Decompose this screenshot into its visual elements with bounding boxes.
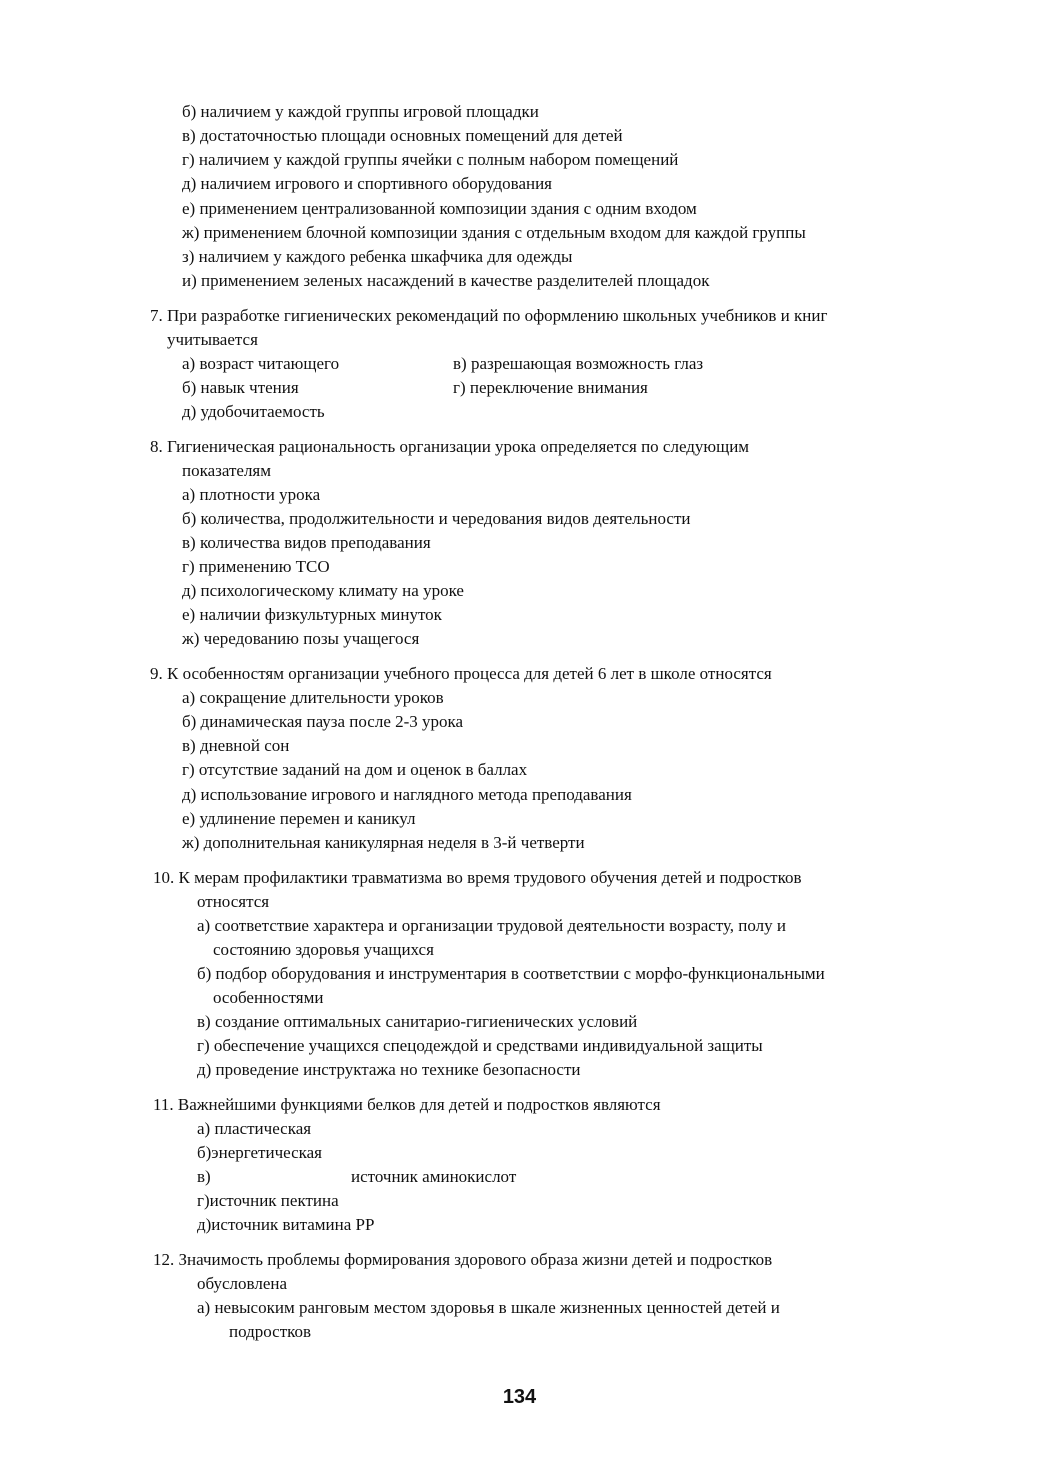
option-line: б) подбор оборудования и инструментария в соответствии с морфо-функциональными	[197, 964, 825, 983]
option-line: б) количества, продолжительности и чередования видов деятельности	[182, 509, 691, 528]
option-line: б) наличием у каждой группы игровой площадки	[182, 102, 539, 121]
option-line: е) применением централизованной композиции здания с одним входом	[182, 199, 697, 218]
option-line: г) наличием у каждой группы ячейки с полным набором помещений	[182, 150, 679, 169]
option-line: д) наличием игрового и спортивного оборудования	[182, 174, 552, 193]
option-line: б)энергетическая	[197, 1143, 323, 1162]
question-8-text-cont: показателям	[182, 461, 272, 480]
option-line: а) пластическая	[197, 1119, 312, 1138]
question-7-text: 7. При разработке гигиенических рекомендаций по оформлению школьных учебников и книг	[150, 306, 828, 325]
option-line: г) обеспечение учащихся спецодеждой и средствами индивидуальной защиты	[197, 1036, 763, 1055]
question-10-text-cont: относятся	[197, 892, 270, 911]
question-7-text-cont: учитывается	[167, 330, 258, 349]
option-line: а) сокращение длительности уроков	[182, 688, 444, 707]
option-line: а) соответствие характера и организации трудовой деятельности возрасту, полу и	[197, 916, 786, 935]
option-line: г) отсутствие заданий на дом и оценок в баллах	[182, 760, 528, 779]
question-11-text: 11. Важнейшими функциями белков для детей и подростков являются	[153, 1095, 661, 1114]
option-line: з) наличием у каждого ребенка шкафчика для одежды	[182, 247, 573, 266]
option-line: в) достаточностью площади основных помещений для детей	[182, 126, 623, 145]
option-line: б) динамическая пауза после 2-3 урока	[182, 712, 464, 731]
option-line: ж) применением блочной композиции здания с отдельным входом для каждой группы	[182, 223, 806, 242]
option-line: ж) дополнительная каникулярная неделя в 3-й четверти	[182, 833, 585, 852]
question-8-text: 8. Гигиеническая рациональность организации урока определяется по следующим	[150, 437, 750, 456]
question-10-text: 10. К мерам профилактики травматизма во время трудового обучения детей и подростков	[153, 868, 802, 887]
page-number: 134	[502, 1386, 537, 1408]
option-line: в)	[197, 1167, 211, 1186]
option-line-cont: состоянию здоровья учащихся	[213, 940, 434, 959]
option-line: ж) чередованию позы учащегося	[182, 629, 420, 648]
option-line-cont: подростков	[229, 1322, 312, 1341]
option-line: г) переключение внимания	[453, 378, 648, 397]
option-line: в) создание оптимальных санитарио-гигиенических условий	[197, 1012, 638, 1031]
option-line: и) применением зеленых насаждений в качестве разделителей площадок	[182, 271, 710, 290]
option-line: г)источник пектина	[197, 1191, 339, 1210]
option-line: в) разрешающая возможность глаз	[453, 354, 704, 373]
option-line: а) невысоким ранговым местом здоровья в шкале жизненных ценностей детей и	[197, 1298, 780, 1317]
question-12-text-cont: обусловлена	[197, 1274, 288, 1293]
option-line: г) применению ТСО	[182, 557, 330, 576]
question-9-text: 9. К особенностям организации учебного процесса для детей 6 лет в школе относятся	[150, 664, 772, 683]
option-line-text: источник аминокислот	[351, 1167, 517, 1186]
option-line: д) удобочитаемость	[182, 402, 325, 421]
option-line: б) навык чтения	[182, 378, 299, 397]
option-line: д) использование игрового и наглядного метода преподавания	[182, 785, 632, 804]
option-line: в) количества видов преподавания	[182, 533, 431, 552]
option-line: а) плотности урока	[182, 485, 321, 504]
option-line: д) психологическому климату на уроке	[182, 581, 464, 600]
option-line: д)источник витамина РР	[197, 1215, 375, 1234]
option-line: а) возраст читающего	[182, 354, 340, 373]
option-line: е) удлинение перемен и каникул	[182, 809, 416, 828]
option-line: в) дневной сон	[182, 736, 290, 755]
option-line-cont: особенностями	[213, 988, 324, 1007]
option-line: д) проведение инструктажа но технике безопасности	[197, 1060, 581, 1079]
question-12-text: 12. Значимость проблемы формирования здорового образа жизни детей и подростков	[153, 1250, 773, 1269]
option-line: е) наличии физкультурных минуток	[182, 605, 442, 624]
